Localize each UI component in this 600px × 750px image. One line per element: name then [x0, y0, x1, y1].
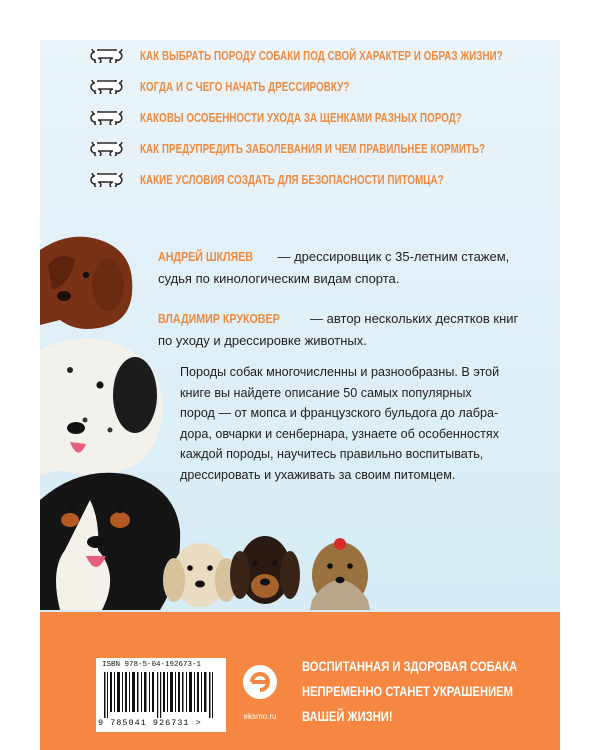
description-line: дора, овчарки и сенбернара, узнаете об особенностях	[180, 426, 500, 441]
barcode-box	[96, 658, 226, 732]
barcode-digits: 9 785041 926731 >	[98, 718, 202, 728]
book-description	[180, 362, 540, 485]
question-item	[88, 102, 528, 133]
description-line: книге вы найдете описание 50 самых популярных	[180, 385, 472, 400]
question-text: КОГДА И С ЧЕГО НАЧАТЬ ДРЕССИРОВКУ?	[140, 79, 350, 94]
author-bio-line: — дрессировщик с 35-летним стажем,	[277, 249, 510, 264]
author-shklyaev	[158, 246, 538, 290]
eksmo-logo-icon	[242, 664, 278, 700]
dog-bone-icon	[88, 111, 126, 125]
dog-bone-icon	[88, 49, 126, 63]
author-krukover	[158, 308, 538, 352]
question-item	[88, 71, 528, 102]
publisher-site: eksmo.ru	[243, 712, 277, 721]
setter-dog	[40, 237, 132, 329]
question-text: КАКОВЫ ОСОБЕННОСТИ УХОДА ЗА ЩЕНКАМИ РАЗНЫХ ПОРОД?	[140, 110, 462, 125]
question-text: КАК ВЫБРАТЬ ПОРОДУ СОБАКИ ПОД СВОЙ ХАРАКТЕР И ОБРАЗ ЖИЗНИ?	[140, 48, 503, 63]
slogan	[302, 654, 552, 729]
description-line: дрессировать и ухаживать за своим питомцем.	[180, 467, 456, 482]
bottom-band	[40, 612, 560, 750]
description-line: Породы собак многочисленны и разнообразны. В этой	[180, 365, 500, 379]
bernese-dog	[40, 473, 180, 610]
slogan-line: ВАШЕЙ ЖИЗНИ!	[302, 708, 393, 724]
author-bio-line: — автор нескольких десятков книг	[310, 311, 519, 326]
yorkie-dog	[310, 538, 370, 610]
slogan-line: НЕПРЕМЕННО СТАНЕТ УКРАШЕНИЕМ	[302, 683, 513, 699]
question-item	[88, 133, 528, 164]
dog-bone-icon	[88, 142, 126, 156]
dog-bone-icon	[88, 173, 126, 187]
english-setter-dog	[40, 339, 162, 475]
description-line: пород — от мопса и французского бульдога до лабра-	[180, 406, 499, 420]
question-item	[88, 164, 528, 195]
author-name: АНДРЕЙ ШКЛЯЕВ	[158, 249, 254, 264]
author-bio-line: судья по кинологическим видам спорта.	[158, 271, 400, 286]
questions-list	[88, 40, 528, 195]
barcode-bars	[104, 672, 218, 718]
dachshund-puppy	[230, 536, 300, 604]
description-line: каждой породы, научитесь правильно воспитывать,	[180, 447, 484, 461]
author-name: ВЛАДИМИР КРУКОВЕР	[158, 311, 280, 326]
question-text: КАКИЕ УСЛОВИЯ СОЗДАТЬ ДЛЯ БЕЗОПАСНОСТИ ПИТОМЦА?	[140, 172, 444, 187]
isbn-label: ISBN 978-5-04-192673-1	[102, 661, 202, 669]
question-item	[88, 40, 528, 71]
author-bio-line: по уходу и дрессировке животных.	[158, 333, 367, 348]
slogan-line: ВОСПИТАННАЯ И ЗДОРОВАЯ СОБАКА	[302, 658, 518, 674]
dog-bone-icon	[88, 80, 126, 94]
question-text: КАК ПРЕДУПРЕДИТЬ ЗАБОЛЕВАНИЯ И ЧЕМ ПРАВИЛЬНЕЕ КОРМИТЬ?	[140, 141, 486, 156]
